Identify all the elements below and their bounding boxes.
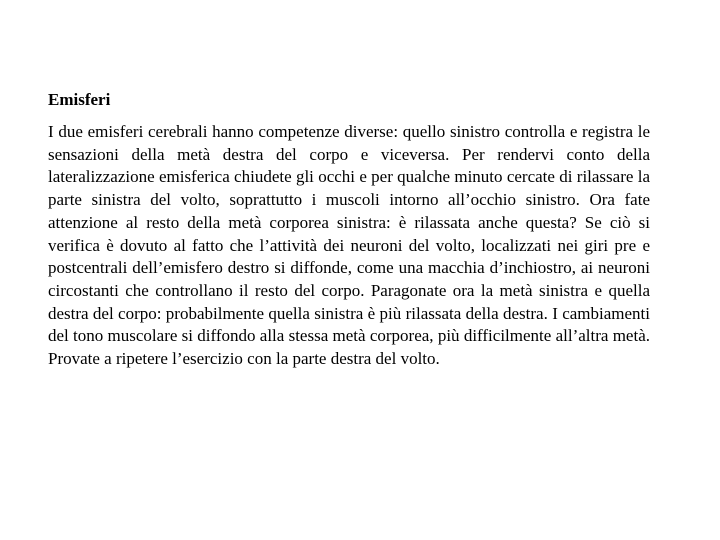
document-title: Emisferi <box>48 90 111 109</box>
body-paragraph: I due emisferi cerebrali hanno competenze diverse: quello sinistro controlla e registra le sensazioni della metà destra del corpo e viceversa. Per rendervi conto della lateralizzazione emisferica chiudete gli occhi e per qualche minuto cercate di rilassare la parte sinistra del volto, soprattutto i muscoli intorno all’occhio sinistro. Ora fate attenzione al resto della metà corporea sinistra: è rilassata anche questa? Se ciò si verifica è dovuto al fatto che l’attività dei neuroni del volto, localizzati nei giri pre e postcentrali dell’emisfero destro si diffonde, come una macchia d’inchiostro, ai neuroni circostanti che controllano il resto del corpo. Paragonate ora la metà sinistra e quella destra del corpo: probabilmente quella sinistra è più rilassata della destra. I cambiamenti del tono muscolare si diffondo alla stessa metà corporea, più difficilmente all’altra metà. Provate a ripetere l’esercizio con la parte destra del volto. <box>48 122 650 369</box>
